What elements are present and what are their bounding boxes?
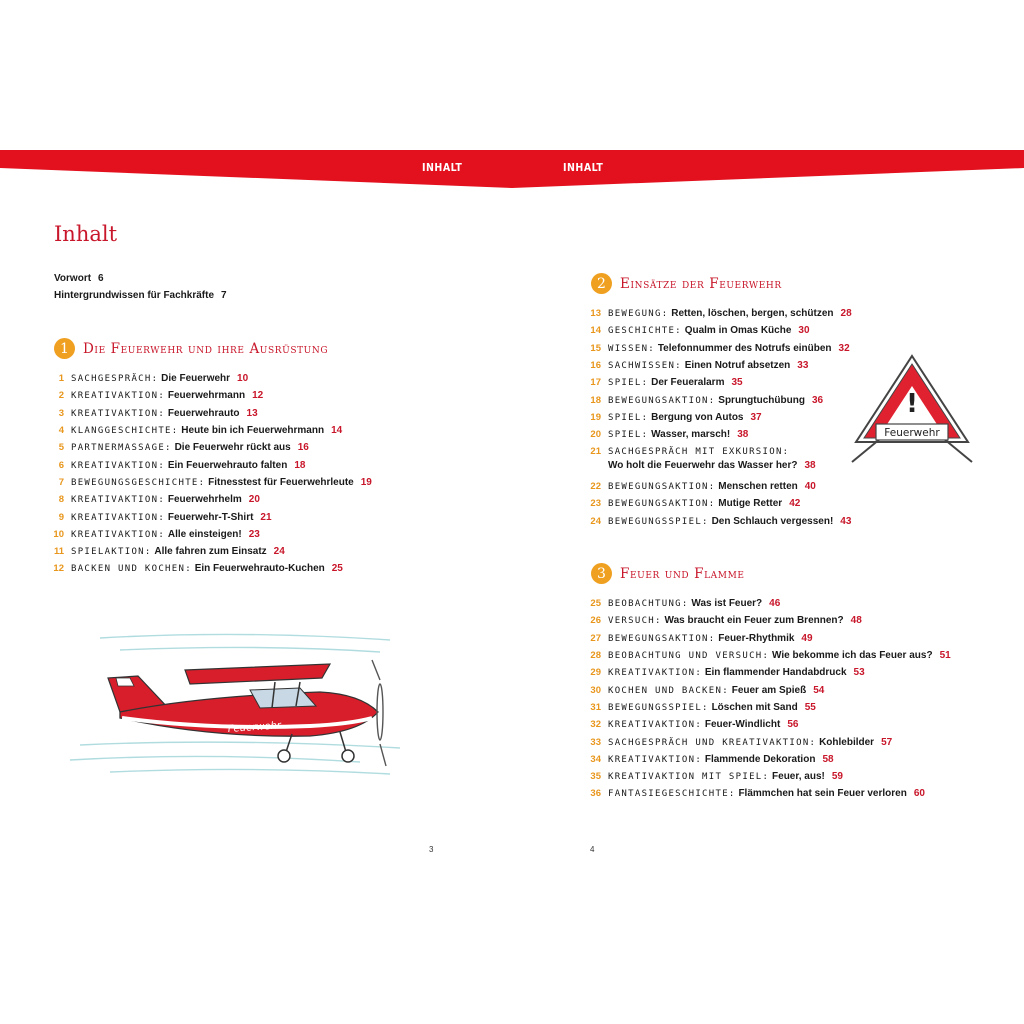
entry-title: Feuerwehrauto: [167, 407, 240, 419]
entry-number: 35: [590, 771, 601, 783]
entry-body: [71, 512, 272, 523]
section-title: Die Feuerwehr und ihre Ausrüstung: [83, 340, 329, 357]
toc-entry: [585, 495, 852, 512]
entry-title: Qualm in Omas Küche: [684, 325, 792, 337]
entry-title: Mutige Retter: [718, 498, 783, 510]
entry-title: Flammende Dekoration: [704, 753, 816, 765]
toc-front-entry: [54, 273, 104, 284]
entry-number: 26: [590, 615, 601, 627]
entry-category: BACKEN UND KOCHEN:: [71, 564, 192, 575]
toc-entry: [585, 374, 852, 391]
entry-title: Feuerwehrmann: [167, 390, 246, 402]
entry-body: [71, 546, 285, 557]
toc-entry: [48, 405, 372, 422]
entry-page: 51: [939, 650, 951, 662]
entry-page: 7: [221, 290, 227, 301]
entry-page: 36: [811, 394, 824, 406]
entry-page: 21: [260, 511, 272, 523]
toc-entry: [585, 595, 951, 612]
entry-title: Telefonnummer des Notrufs einüben: [657, 342, 832, 354]
entry-category: BEOBACHTUNG:: [608, 599, 689, 610]
airplane-illustration: [60, 620, 450, 790]
page-number-right: 4: [590, 845, 595, 854]
entry-category: SACHWISSEN:: [608, 361, 682, 372]
entry-number: 5: [58, 442, 64, 454]
toc-entry: [48, 474, 372, 491]
entry-title: Feuer-Windlicht: [704, 719, 781, 731]
entry-number: 14: [590, 325, 601, 337]
exclamation-icon: !: [906, 389, 918, 419]
entry-page: 12: [252, 390, 264, 402]
toc-entry: [585, 716, 951, 733]
entry-page: 18: [294, 459, 306, 471]
entry-category: BEWEGUNGSSPIEL:: [608, 516, 709, 527]
entry-category: BEWEGUNG:: [608, 309, 669, 320]
entry-number: 34: [590, 753, 601, 765]
entry-body: [608, 719, 798, 730]
toc-entry: [48, 387, 372, 404]
entry-body: [71, 373, 248, 384]
toc-entry: [585, 768, 951, 785]
entry-page: 19: [360, 476, 372, 488]
entry-page: 32: [838, 342, 850, 354]
entry-page: 59: [831, 771, 843, 783]
entry-number: 9: [58, 511, 64, 523]
toc-entry: [48, 370, 372, 387]
toc-list-section-3: [585, 595, 951, 803]
header-banner: [0, 150, 1024, 186]
entry-category: BEWEGUNGSAKTION:: [608, 482, 716, 493]
entry-title: Ein Feuerwehrauto-Kuchen: [194, 563, 325, 575]
entry-page: 14: [331, 425, 343, 437]
toc-entry: [48, 491, 372, 508]
toc-entry: [585, 409, 852, 426]
entry-body: [608, 754, 834, 765]
toc-entry: [585, 681, 951, 698]
entry-category: KREATIVAKTION:: [71, 391, 166, 402]
entry-body: [608, 702, 816, 713]
entry-number: 22: [590, 481, 601, 493]
entry-number: 27: [590, 632, 601, 644]
entry-page: 25: [331, 563, 343, 575]
entry-body: [608, 429, 748, 440]
entry-body: [71, 390, 263, 401]
entry-body: [608, 788, 925, 799]
entry-body: [608, 667, 865, 678]
entry-title: Heute bin ich Feuerwehrmann: [181, 425, 325, 437]
toc-entry: [585, 340, 852, 357]
entry-body: [608, 446, 816, 471]
entry-title: Löschen mit Sand: [711, 701, 798, 713]
entry-category: KREATIVAKTION:: [608, 668, 703, 679]
entry-number: 2: [58, 390, 64, 402]
entry-category: SACHGESPRÄCH:: [71, 374, 159, 385]
entry-number: 7: [58, 476, 64, 488]
toc-entry: [585, 630, 951, 647]
entry-body: [608, 737, 892, 748]
entry-category: SACHGESPRÄCH UND KREATIVAKTION:: [608, 737, 817, 748]
entry-second-line: [608, 460, 816, 471]
entry-category: BEWEGUNGSGESCHICHTE:: [71, 477, 206, 488]
entry-page: 56: [787, 719, 799, 731]
toc-entry: [48, 560, 372, 577]
entry-page: 16: [297, 442, 309, 454]
entry-body: [608, 377, 743, 388]
header-label-left: INHALT: [422, 162, 463, 174]
entry-body: [608, 481, 816, 492]
entry-category: KREATIVAKTION:: [608, 720, 703, 731]
entry-number: 36: [590, 788, 601, 800]
entry-title: Feuer am Spieß: [731, 684, 807, 696]
entry-body: [71, 563, 343, 574]
entry-number: 1: [58, 373, 64, 385]
toc-entry: [48, 508, 372, 525]
entry-page: 38: [804, 460, 816, 472]
entry-title: Den Schlauch vergessen!: [711, 515, 834, 527]
entry-number: 29: [590, 667, 601, 679]
entry-body: [608, 650, 951, 661]
entry-title: Sprungtuchübung: [718, 394, 805, 406]
entry-page: 53: [853, 667, 865, 679]
entry-category: KLANGGESCHICHTE:: [71, 426, 179, 437]
entry-number: 18: [590, 394, 601, 406]
entry-number: 10: [53, 528, 64, 540]
entry-category: BEOBACHTUNG UND VERSUCH:: [608, 651, 770, 662]
entry-page: 58: [822, 753, 834, 765]
entry-page: 38: [737, 429, 749, 441]
toc-entry: [48, 526, 372, 543]
entry-title: Vorwort: [54, 273, 92, 284]
entry-page: 28: [840, 308, 852, 320]
entry-page: 30: [798, 325, 810, 337]
entry-number: 15: [590, 342, 601, 354]
entry-page: 48: [850, 615, 862, 627]
entry-category: SACHGESPRÄCH MIT EXKURSION:: [608, 447, 790, 458]
section-number-badge: 3: [591, 563, 612, 584]
section-title: Einsätze der Feuerwehr: [620, 275, 782, 292]
entry-title: Was braucht ein Feuer zum Brennen?: [664, 615, 844, 627]
entry-number: 28: [590, 650, 601, 662]
entry-body: [71, 425, 342, 436]
entry-body: [608, 325, 810, 336]
entry-title: Wie bekomme ich das Feuer aus?: [772, 650, 933, 662]
entry-body: [608, 360, 808, 371]
entry-title: Bergung von Autos: [651, 411, 744, 423]
entry-body: [608, 615, 862, 626]
section-title: Feuer und Flamme: [620, 565, 745, 582]
entry-category: GESCHICHTE:: [608, 326, 682, 337]
toc-list-section-1: [48, 370, 372, 578]
toc-entry: [48, 543, 372, 560]
entry-category: KREATIVAKTION MIT SPIEL:: [608, 772, 770, 783]
page-number-left: 3: [429, 845, 434, 854]
toc-entry: [585, 785, 951, 802]
entry-number: 12: [53, 563, 64, 575]
entry-number: 31: [590, 701, 601, 713]
toc-entry: [585, 357, 852, 374]
entry-body: [71, 477, 372, 488]
entry-category: KREATIVAKTION:: [71, 512, 166, 523]
entry-body: [71, 529, 260, 540]
toc-entry: [585, 513, 852, 530]
section-heading-2: [591, 273, 782, 294]
entry-category: KREATIVAKTION:: [608, 754, 703, 765]
entry-category: KREATIVAKTION:: [71, 529, 166, 540]
entry-number: 24: [590, 515, 601, 527]
entry-title: Was ist Feuer?: [691, 598, 763, 610]
entry-category: PARTNERMASSAGE:: [71, 443, 172, 454]
entry-page: 23: [248, 528, 260, 540]
entry-number: 23: [590, 498, 601, 510]
entry-body: [71, 460, 305, 471]
toc-entry: [585, 322, 852, 339]
toc-entry: [48, 422, 372, 439]
page-title: Inhalt: [54, 222, 118, 246]
entry-title: Kohlebilder: [819, 736, 875, 748]
entry-category: VERSUCH:: [608, 616, 662, 627]
entry-category: BEWEGUNGSAKTION:: [608, 499, 716, 510]
section-heading-3: [591, 563, 745, 584]
toc-entry: [48, 439, 372, 456]
entry-title: Feuerwehr-T-Shirt: [167, 511, 254, 523]
entry-title: Die Feuerwehr: [161, 373, 231, 385]
entry-body: [71, 494, 260, 505]
entry-page: 46: [769, 598, 781, 610]
entry-title: Menschen retten: [718, 481, 798, 493]
entry-page: 13: [246, 407, 258, 419]
entry-body: [608, 343, 850, 354]
entry-title: Retten, löschen, bergen, schützen: [671, 308, 834, 320]
toc-entry: [585, 391, 852, 408]
section-number-badge: 2: [591, 273, 612, 294]
entry-number: 17: [590, 377, 601, 389]
toc-entry: [585, 443, 852, 478]
toc-entry: [48, 456, 372, 473]
entry-number: 32: [590, 719, 601, 731]
entry-title: Flämmchen hat sein Feuer verloren: [738, 788, 907, 800]
entry-number: 21: [590, 446, 601, 458]
entry-number: 19: [590, 411, 601, 423]
entry-title: Ein flammender Handabdruck: [704, 667, 847, 679]
entry-body: [608, 395, 823, 406]
entry-category: BEWEGUNGSAKTION:: [608, 633, 716, 644]
toc-entry: [585, 751, 951, 768]
entry-category: BEWEGUNGSAKTION:: [608, 395, 716, 406]
entry-number: 11: [53, 546, 64, 558]
entry-title: Hintergrundwissen für Fachkräfte: [54, 290, 215, 301]
entry-page: 33: [797, 360, 809, 372]
entry-page: 37: [750, 411, 762, 423]
entry-title: Alle einsteigen!: [167, 528, 242, 540]
entry-body: [71, 442, 309, 453]
entry-page: 42: [789, 498, 801, 510]
entry-title: Einen Notruf absetzen: [684, 360, 791, 372]
toc-entry: [585, 733, 951, 750]
entry-body: [608, 498, 800, 509]
entry-page: 60: [913, 788, 925, 800]
entry-body: [608, 308, 852, 319]
entry-category: SPIEL:: [608, 430, 649, 441]
entry-category: SPIELAKTION:: [71, 547, 152, 558]
entry-title: Wasser, marsch!: [651, 429, 731, 441]
entry-number: 4: [58, 425, 64, 437]
header-label-right: INHALT: [563, 162, 604, 174]
entry-title: Feuer, aus!: [772, 771, 825, 783]
entry-title: Fitnesstest für Feuerwehrleute: [208, 476, 354, 488]
entry-page: 10: [237, 373, 249, 385]
entry-number: 20: [590, 429, 601, 441]
toc-front-entry: [54, 290, 227, 301]
entry-page: 57: [881, 736, 893, 748]
section-number-badge: 1: [54, 338, 75, 359]
entry-number: 6: [58, 459, 64, 471]
entry-number: 13: [590, 308, 601, 320]
entry-page: 6: [98, 273, 104, 284]
entry-number: 25: [590, 598, 601, 610]
entry-category: SPIEL:: [608, 412, 649, 423]
toc-entry: [585, 478, 852, 495]
entry-category: BEWEGUNGSSPIEL:: [608, 702, 709, 713]
entry-title: Ein Feuerwehrauto falten: [167, 459, 288, 471]
entry-category: FANTASIEGESCHICHTE:: [608, 789, 736, 800]
entry-body: [608, 771, 843, 782]
toc-entry: [585, 699, 951, 716]
entry-page: 24: [273, 546, 285, 558]
section-heading-1: [54, 338, 328, 359]
entry-title: Feuer-Rhythmik: [718, 632, 795, 644]
toc-entry: [585, 612, 951, 629]
entry-category: SPIEL:: [608, 378, 649, 389]
toc-entry: [585, 664, 951, 681]
entry-title: Die Feuerwehr rückt aus: [174, 442, 291, 454]
entry-number: 3: [58, 407, 64, 419]
airplane-body: [108, 660, 386, 766]
entry-category: KREATIVAKTION:: [71, 460, 166, 471]
entry-body: [608, 516, 851, 527]
entry-number: 30: [590, 684, 601, 696]
entry-title: Der Feueralarm: [651, 377, 725, 389]
entry-page: 35: [731, 377, 743, 389]
entry-body: [608, 685, 824, 696]
entry-number: 16: [590, 360, 601, 372]
toc-entry: [585, 647, 951, 664]
entry-page: 54: [813, 684, 825, 696]
entry-body: [71, 408, 258, 419]
plane-lettering: Feuerwehr: [227, 720, 282, 735]
entry-number: 8: [58, 494, 64, 506]
entry-category: WISSEN:: [608, 343, 656, 354]
toc-entry: [585, 305, 852, 322]
entry-body: [608, 598, 780, 609]
toc-list-section-2: [585, 305, 852, 530]
entry-category: KREATIVAKTION:: [71, 408, 166, 419]
entry-category: KOCHEN UND BACKEN:: [608, 685, 729, 696]
warning-triangle-illustration: [846, 352, 978, 464]
entry-title: Wo holt die Feuerwehr das Wasser her?: [608, 460, 798, 472]
entry-body: [608, 412, 762, 423]
entry-title: Feuerwehrhelm: [167, 494, 242, 506]
entry-number: 33: [590, 736, 601, 748]
entry-page: 40: [804, 481, 816, 493]
entry-page: 55: [804, 701, 816, 713]
toc-entry: [585, 426, 852, 443]
entry-page: 49: [801, 632, 813, 644]
entry-category: KREATIVAKTION:: [71, 495, 166, 506]
entry-page: 43: [840, 515, 852, 527]
entry-title: Alle fahren zum Einsatz: [154, 546, 267, 558]
entry-body: [608, 633, 813, 644]
sign-lettering: Feuerwehr: [884, 427, 940, 439]
entry-page: 20: [248, 494, 260, 506]
